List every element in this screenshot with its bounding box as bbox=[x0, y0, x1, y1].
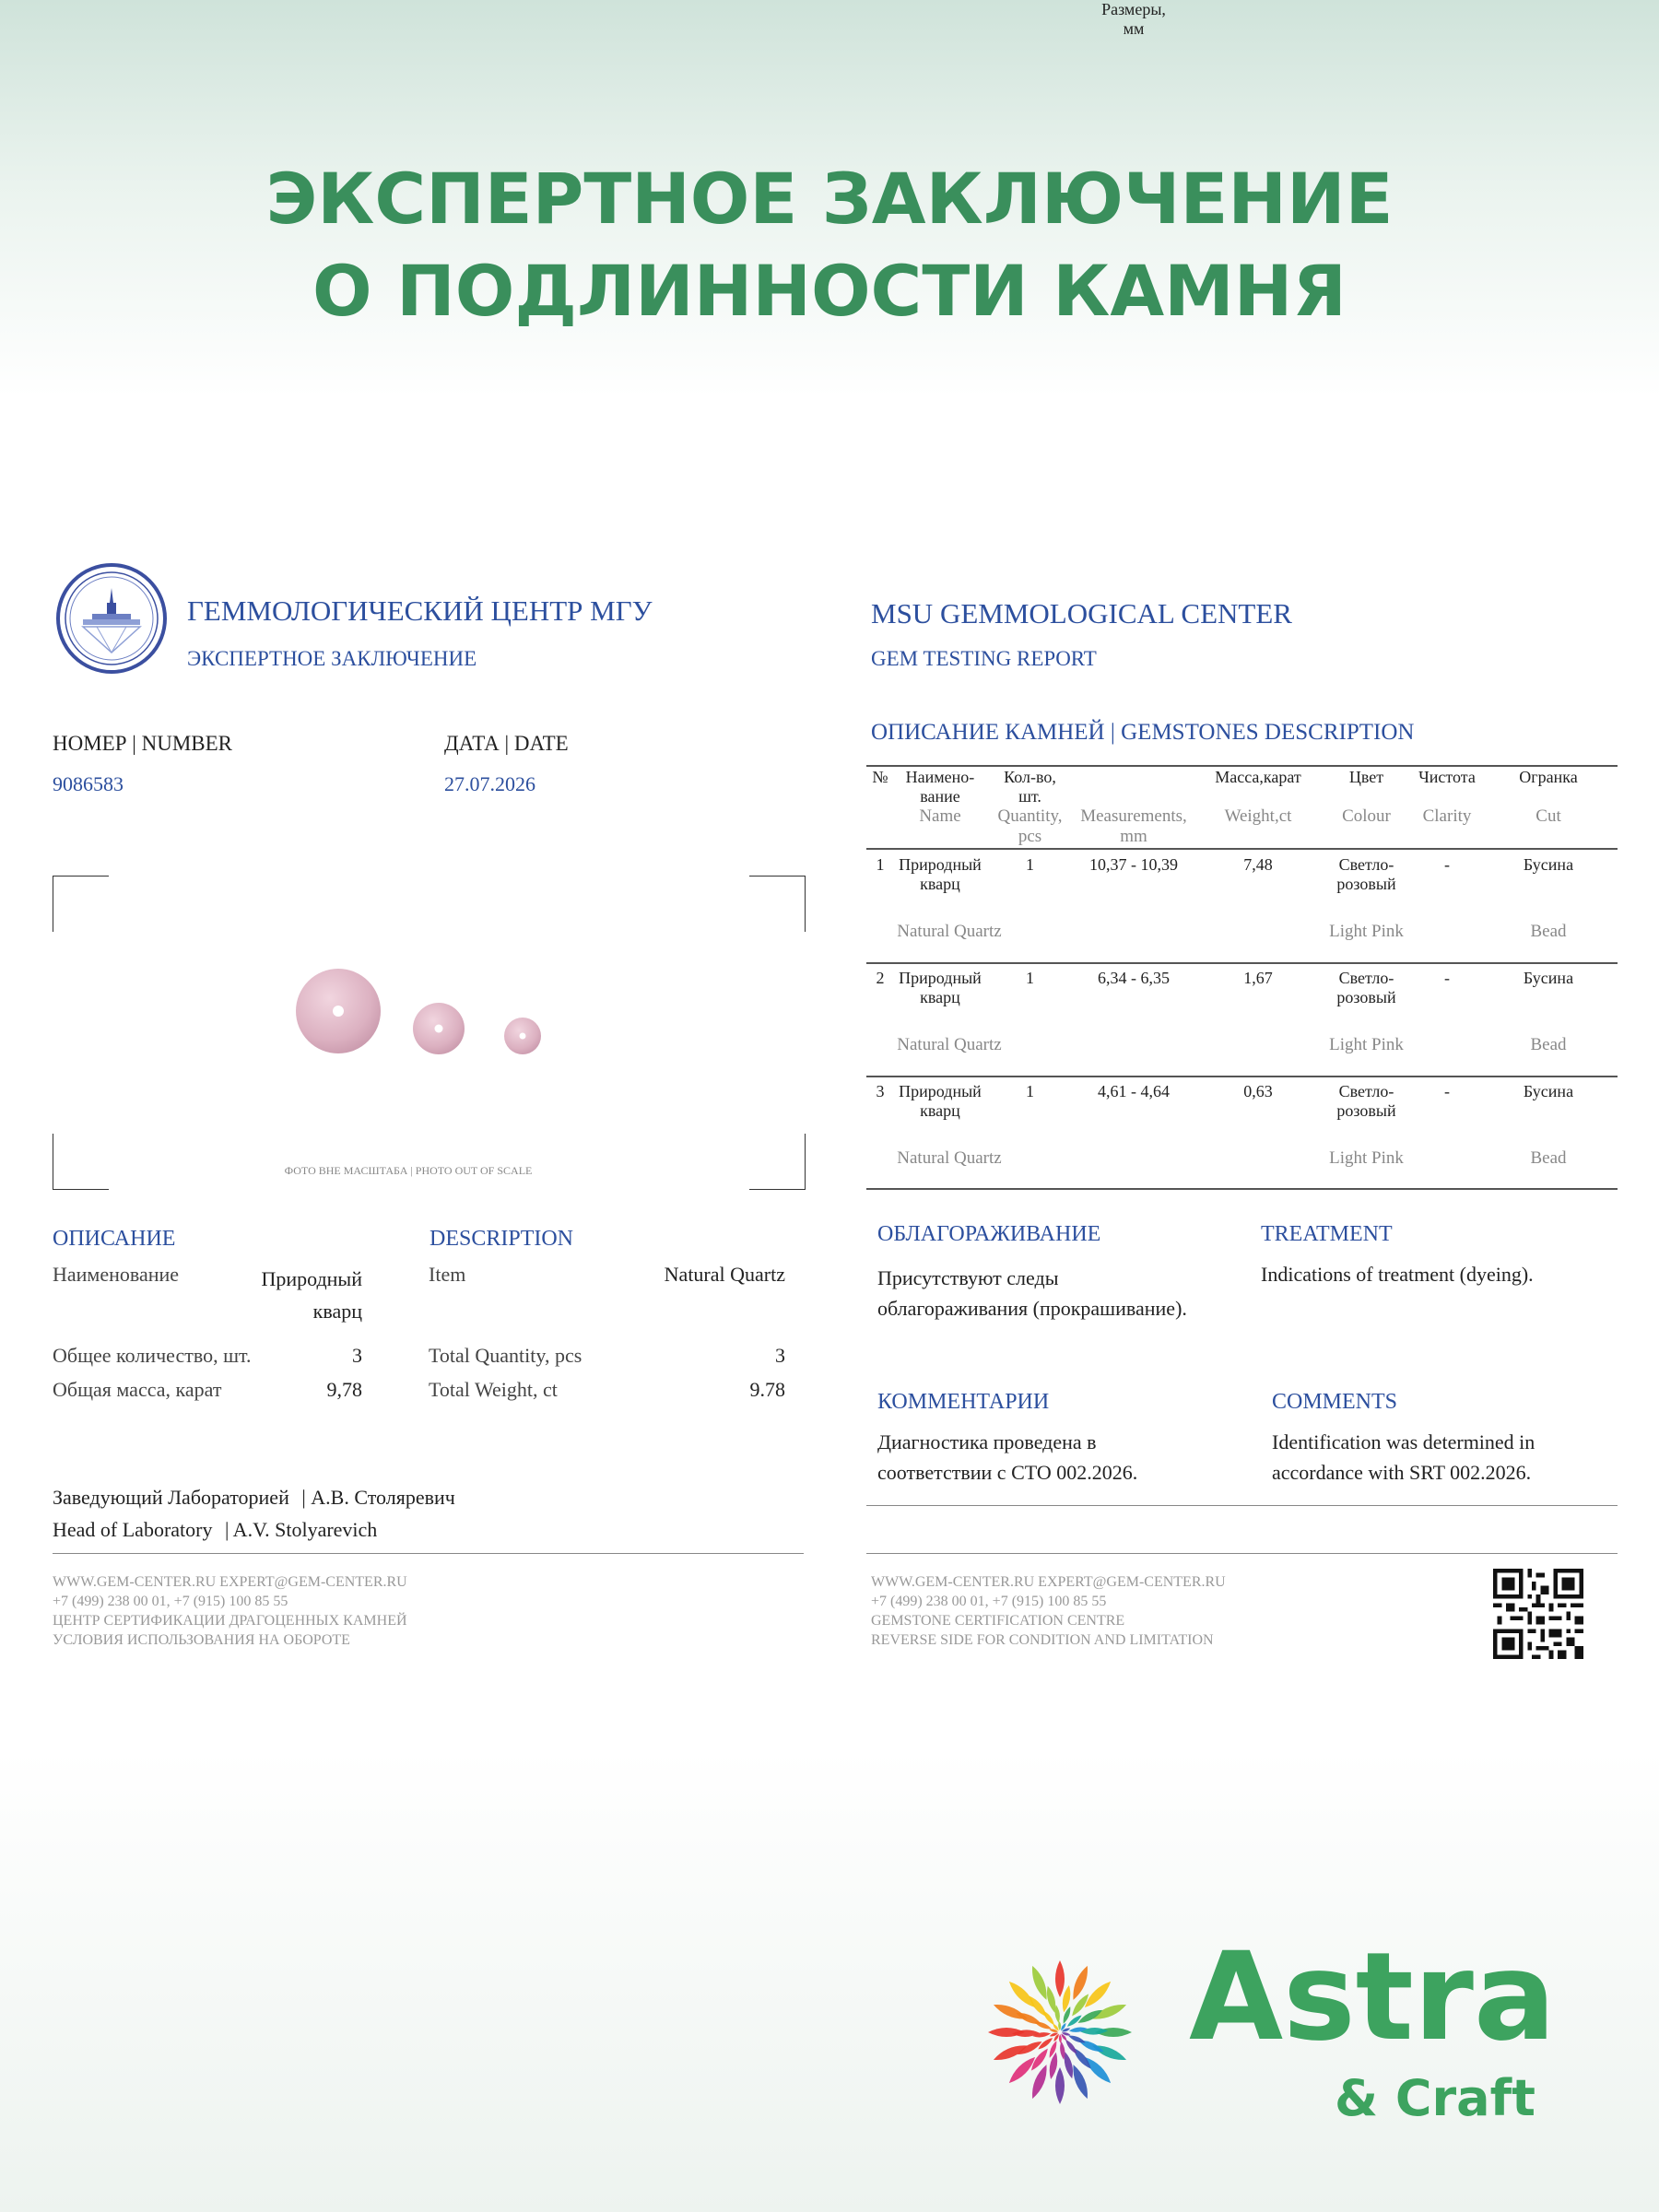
weight-value-ru: 9,78 bbox=[326, 1378, 362, 1401]
row-clarity: - bbox=[1444, 969, 1450, 987]
row-size: 4,61 - 4,64 bbox=[1098, 1082, 1170, 1100]
weight-label-ru: Общая масса, карат bbox=[53, 1378, 222, 1401]
date-value: 27.07.2026 bbox=[444, 772, 535, 795]
item-value-ru bbox=[212, 1263, 362, 1327]
flower-petal bbox=[1090, 2041, 1128, 2065]
photo-frame-corner-tl bbox=[53, 876, 109, 932]
row-name-ru bbox=[894, 1082, 986, 1121]
th-size-ru bbox=[1074, 0, 1194, 39]
row-name-ru-line-1: Природный bbox=[899, 1082, 982, 1100]
th-name-ru-line-1: Наимено- bbox=[905, 768, 975, 786]
item-label-ru: Наименование bbox=[53, 1263, 180, 1286]
number-value: 9086583 bbox=[53, 772, 124, 795]
row-weight: 0,63 bbox=[1243, 1082, 1273, 1100]
row-colour-ru bbox=[1318, 969, 1415, 1007]
th-no: № bbox=[872, 768, 888, 786]
item-value-ru-line-2: кварц bbox=[312, 1300, 362, 1323]
th-clarity-ru: Чистота bbox=[1418, 768, 1476, 786]
row-weight: 7,48 bbox=[1243, 855, 1273, 874]
item-value-en: Natural Quartz bbox=[664, 1263, 785, 1286]
signature-ru-title: Заведующий Лабораторией bbox=[53, 1486, 289, 1509]
weight-value-en: 9.78 bbox=[749, 1378, 785, 1401]
footer-left-line-3: ЦЕНТР СЕРТИФИКАЦИИ ДРАГОЦЕННЫХ КАМНЕЙ bbox=[53, 1613, 407, 1629]
table-row-rule bbox=[866, 1076, 1618, 1077]
signature-ru-name: | А.В. Столяревич bbox=[301, 1486, 455, 1509]
row-colour-ru-line-2: розовый bbox=[1336, 988, 1396, 1006]
footer-right bbox=[871, 1572, 1226, 1650]
th-size-ru-line-1: Размеры, bbox=[1101, 0, 1166, 18]
row-size: 10,37 - 10,39 bbox=[1089, 855, 1178, 874]
number-label: НОМЕР | NUMBER bbox=[53, 732, 233, 755]
gem-photo bbox=[276, 959, 553, 1069]
qr-code-icon bbox=[1493, 1569, 1583, 1659]
row-cut-en: Bead bbox=[1530, 922, 1567, 941]
org-name-ru: ГЕММОЛОГИЧЕСКИЙ ЦЕНТР МГУ bbox=[187, 594, 653, 627]
footer-left-line-1: WWW.GEM-CENTER.RU EXPERT@GEM-CENTER.RU bbox=[53, 1574, 407, 1590]
flower-petal bbox=[1069, 1964, 1092, 2002]
row-colour-ru-line-2: розовый bbox=[1336, 875, 1396, 893]
treatment-text-ru-line-1: Присутствуют следы bbox=[877, 1266, 1059, 1289]
row-name-en: Natural Quartz bbox=[897, 922, 1002, 941]
qty-label-en: Total Quantity, pcs bbox=[429, 1344, 582, 1367]
treatment-text-ru-line-2: облагораживания (прокрашивание). bbox=[877, 1297, 1187, 1320]
headline-line-1: ЭКСПЕРТНОЕ ЗАКЛЮЧЕНИЕ bbox=[265, 158, 1394, 240]
th-name-en: Name bbox=[919, 806, 961, 826]
table-row-rule bbox=[866, 962, 1618, 964]
row-no: 1 bbox=[876, 855, 885, 874]
flower-petal bbox=[1006, 2053, 1038, 2086]
row-no: 3 bbox=[876, 1082, 885, 1100]
row-cut-ru: Бусина bbox=[1523, 1082, 1574, 1100]
row-clarity: - bbox=[1444, 1082, 1450, 1100]
row-colour-en: Light Pink bbox=[1329, 1035, 1404, 1054]
footer-right-line-1: WWW.GEM-CENTER.RU EXPERT@GEM-CENTER.RU bbox=[871, 1574, 1226, 1590]
th-weight-en: Weight,ct bbox=[1224, 806, 1292, 826]
report-title-en: GEM TESTING REPORT bbox=[871, 647, 1097, 670]
flower-petal bbox=[1055, 2067, 1065, 2104]
photo-caption: ФОТО ВНЕ МАСШТАБА | PHOTO OUT OF SCALE bbox=[284, 1164, 533, 1177]
th-cut-ru: Огранка bbox=[1519, 768, 1578, 786]
treatment-title-en: TREATMENT bbox=[1261, 1222, 1393, 1246]
row-name-ru-line-1: Природный bbox=[899, 969, 982, 987]
comments-text-en-line-1: Identification was determined in bbox=[1272, 1430, 1535, 1453]
th-colour-en: Colour bbox=[1342, 806, 1391, 826]
flower-petal bbox=[1029, 2063, 1052, 2100]
row-cut-en: Bead bbox=[1530, 1148, 1567, 1168]
row-colour-ru-line-1: Светло- bbox=[1338, 969, 1394, 987]
right-bottom-rule bbox=[866, 1553, 1618, 1554]
qty-value-ru: 3 bbox=[352, 1344, 362, 1367]
item-value-ru-line-1: Природный bbox=[261, 1267, 362, 1290]
comments-text-ru bbox=[877, 1427, 1137, 1488]
row-qty: 1 bbox=[1026, 1082, 1034, 1100]
th-qty-ru-line-2: шт. bbox=[1018, 787, 1041, 806]
row-name-ru-line-1: Природный bbox=[899, 855, 982, 874]
photo-frame-corner-bl bbox=[53, 1134, 109, 1190]
headline-line-2: О ПОДЛИННОСТИ КАМНЯ bbox=[312, 250, 1347, 332]
signature-ru bbox=[53, 1486, 455, 1510]
date-label: ДАТА | DATE bbox=[444, 732, 569, 755]
row-weight: 1,67 bbox=[1243, 969, 1273, 987]
th-name-ru bbox=[894, 768, 986, 806]
footer-left bbox=[53, 1572, 407, 1650]
brand-sub: & Craft bbox=[1335, 2069, 1535, 2127]
row-name-ru-line-2: кварц bbox=[920, 988, 960, 1006]
comments-text-ru-line-2: соответствии с СТО 002.2026. bbox=[877, 1461, 1138, 1484]
th-weight-ru: Масса,карат bbox=[1215, 768, 1301, 786]
row-cut-ru: Бусина bbox=[1523, 855, 1574, 874]
comments-text-en-line-2: accordance with SRT 002.2026. bbox=[1272, 1461, 1532, 1484]
item-label-en: Item bbox=[429, 1263, 466, 1286]
signature-en-name: | A.V. Stolyarevich bbox=[224, 1518, 378, 1541]
th-cut-en: Cut bbox=[1535, 806, 1561, 826]
msu-seal-logo bbox=[55, 562, 168, 675]
th-qty-en-line-1: Quantity, bbox=[997, 806, 1063, 826]
row-cut-en: Bead bbox=[1530, 1035, 1567, 1054]
left-bottom-rule bbox=[53, 1553, 804, 1554]
description-title-en: DESCRIPTION bbox=[429, 1227, 574, 1251]
row-colour-ru bbox=[1318, 1082, 1415, 1121]
flower-petal bbox=[1081, 1978, 1113, 2010]
row-colour-ru-line-1: Светло- bbox=[1338, 855, 1394, 874]
row-colour-ru-line-2: розовый bbox=[1336, 1101, 1396, 1120]
row-cut-ru: Бусина bbox=[1523, 969, 1574, 987]
flower-petal bbox=[992, 2001, 1030, 2024]
description-title-ru: ОПИСАНИЕ bbox=[53, 1227, 176, 1251]
treatment-title-ru: ОБЛАГОРАЖИВАНИЕ bbox=[877, 1222, 1101, 1246]
th-name-ru-line-2: вание bbox=[920, 787, 960, 806]
row-name-ru bbox=[894, 855, 986, 894]
th-size-en-line-2: mm bbox=[1120, 827, 1147, 846]
footer-right-line-3: GEMSTONE CERTIFICATION CENTRE bbox=[871, 1613, 1125, 1629]
th-colour-ru: Цвет bbox=[1348, 768, 1384, 786]
table-bottom-rule bbox=[866, 1188, 1618, 1190]
row-name-en: Natural Quartz bbox=[897, 1035, 1002, 1054]
treatment-text-en: Indications of treatment (dyeing). bbox=[1261, 1263, 1534, 1286]
footer-right-line-2: +7 (499) 238 00 01, +7 (915) 100 85 55 bbox=[871, 1594, 1107, 1609]
comments-title-en: COMMENTS bbox=[1272, 1390, 1398, 1414]
table-header-rule bbox=[866, 848, 1618, 850]
row-name-ru-line-2: кварц bbox=[920, 1101, 960, 1120]
astra-flower-logo bbox=[954, 1926, 1166, 2138]
photo-frame-corner-br bbox=[749, 1134, 806, 1190]
org-name-en: MSU GEMMOLOGICAL CENTER bbox=[871, 597, 1292, 629]
gemstones-title: ОПИСАНИЕ КАМНЕЙ | GEMSTONES DESCRIPTION bbox=[871, 720, 1415, 745]
th-clarity-en: Clarity bbox=[1422, 806, 1472, 826]
brand-name: Astra bbox=[1189, 1926, 1556, 2068]
right-section-rule bbox=[866, 1505, 1618, 1506]
th-size-en-line-1: Measurements, bbox=[1080, 806, 1187, 826]
weight-label-en: Total Weight, ct bbox=[429, 1378, 558, 1401]
signature-en bbox=[53, 1518, 377, 1542]
th-size-ru-line-2: мм bbox=[1123, 19, 1145, 38]
th-size-en bbox=[1069, 806, 1198, 847]
th-qty-en bbox=[982, 806, 1078, 847]
row-colour-ru bbox=[1318, 855, 1415, 894]
row-colour-en: Light Pink bbox=[1329, 922, 1404, 941]
row-qty: 1 bbox=[1026, 855, 1034, 874]
row-name-ru-line-2: кварц bbox=[920, 875, 960, 893]
th-qty-ru-line-1: Кол-во, bbox=[1004, 768, 1056, 786]
qty-value-en: 3 bbox=[775, 1344, 785, 1367]
row-name-en: Natural Quartz bbox=[897, 1148, 1002, 1168]
row-size: 6,34 - 6,35 bbox=[1098, 969, 1170, 987]
footer-right-line-4: REVERSE SIDE FOR CONDITION AND LIMITATION bbox=[871, 1632, 1214, 1648]
flower-petal bbox=[1055, 1960, 1065, 1997]
row-colour-ru-line-1: Светло- bbox=[1338, 1082, 1394, 1100]
comments-text-en bbox=[1272, 1427, 1535, 1488]
row-qty: 1 bbox=[1026, 969, 1034, 987]
th-qty-ru bbox=[986, 768, 1074, 806]
th-qty-en-line-2: pcs bbox=[1018, 827, 1042, 846]
row-name-ru bbox=[894, 969, 986, 1007]
row-clarity: - bbox=[1444, 855, 1450, 874]
row-no: 2 bbox=[876, 969, 885, 987]
footer-left-line-2: +7 (499) 238 00 01, +7 (915) 100 85 55 bbox=[53, 1594, 288, 1609]
signature-en-title: Head of Laboratory bbox=[53, 1518, 213, 1541]
photo-frame-corner-tr bbox=[749, 876, 806, 932]
treatment-text-ru bbox=[877, 1263, 1187, 1324]
comments-title-ru: КОММЕНТАРИИ bbox=[877, 1390, 1050, 1414]
qty-label-ru: Общее количество, шт. bbox=[53, 1344, 252, 1367]
table-top-rule bbox=[866, 765, 1618, 767]
report-title-ru: ЭКСПЕРТНОЕ ЗАКЛЮЧЕНИЕ bbox=[187, 647, 477, 670]
footer-left-line-4: УСЛОВИЯ ИСПОЛЬЗОВАНИЯ НА ОБОРОТЕ bbox=[53, 1632, 350, 1648]
comments-text-ru-line-1: Диагностика проведена в bbox=[877, 1430, 1097, 1453]
row-colour-en: Light Pink bbox=[1329, 1148, 1404, 1168]
